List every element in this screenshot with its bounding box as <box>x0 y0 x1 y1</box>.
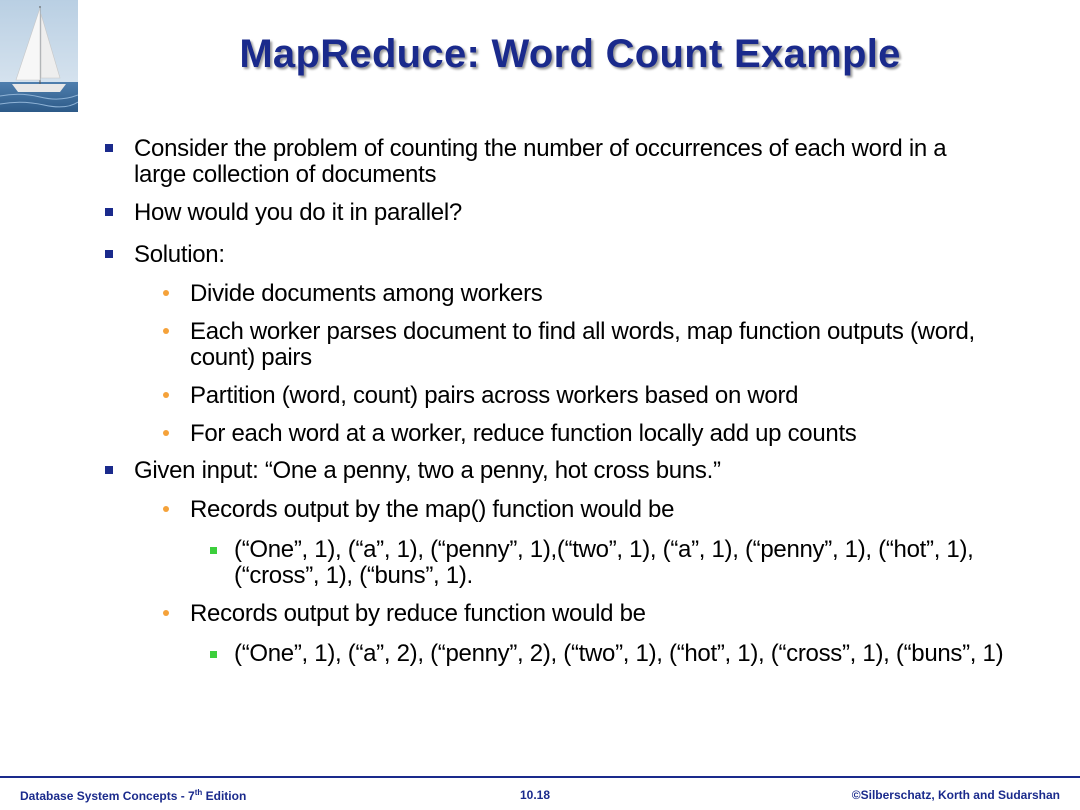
dot-bullet-icon <box>163 430 169 436</box>
dot-bullet-icon <box>163 392 169 398</box>
footer-course <box>20 788 246 803</box>
sub-bullet-item: For each word at a worker, reduce function locally add up counts <box>190 420 857 447</box>
sub-sub-bullet-item: (“One”, 1), (“a”, 1), (“penny”, 1),(“two”, 1), (“a”, 1), (“penny”, 1), (“hot”, 1), (“cross”, 1), (“buns”, 1). <box>234 536 974 589</box>
footer-divider <box>0 776 1080 778</box>
footer-copyright: ©Silberschatz, Korth and Sudarshan <box>851 788 1060 802</box>
bullet-item: Given input: “One a penny, two a penny, hot cross buns.” <box>134 457 721 484</box>
sub-bullet-item: Divide documents among workers <box>190 280 543 307</box>
dot-bullet-icon <box>163 328 169 334</box>
footer-page-number: 10.18 <box>520 788 551 802</box>
slide-title: MapReduce: Word Count Example <box>239 32 901 76</box>
footer-course-text: Database System Concepts - 7 <box>20 789 195 803</box>
sailboat-logo-icon <box>0 0 78 112</box>
dot-bullet-icon <box>163 290 169 296</box>
bullet-item: How would you do it in parallel? <box>134 199 462 226</box>
dot-bullet-icon <box>163 506 169 512</box>
square-bullet-icon <box>105 208 113 216</box>
sub-bullet-item: Each worker parses document to find all words, map function outputs (word, count) pairs <box>190 318 975 371</box>
footer-course-end: Edition <box>202 789 247 803</box>
sub-sub-bullet-item: (“One”, 1), (“a”, 2), (“penny”, 2), (“two”, 1), (“hot”, 1), (“cross”, 1), (“buns”, 1) <box>234 640 1004 667</box>
footer-edition-sup: th <box>194 788 203 797</box>
square-bullet-icon <box>105 466 113 474</box>
square-bullet-icon <box>105 250 113 258</box>
square-bullet-small-icon <box>210 547 217 554</box>
sub-bullet-item: Partition (word, count) pairs across workers based on word <box>190 382 799 409</box>
sub-bullet-item: Records output by reduce function would be <box>190 600 646 627</box>
dot-bullet-icon <box>163 610 169 616</box>
square-bullet-icon <box>105 144 113 152</box>
bullet-item: Consider the problem of counting the number of occurrences of each word in a large collection of documents <box>134 135 947 188</box>
bullet-item: Solution: <box>134 241 225 268</box>
sub-bullet-item: Records output by the map() function would be <box>190 496 675 523</box>
square-bullet-small-icon <box>210 651 217 658</box>
